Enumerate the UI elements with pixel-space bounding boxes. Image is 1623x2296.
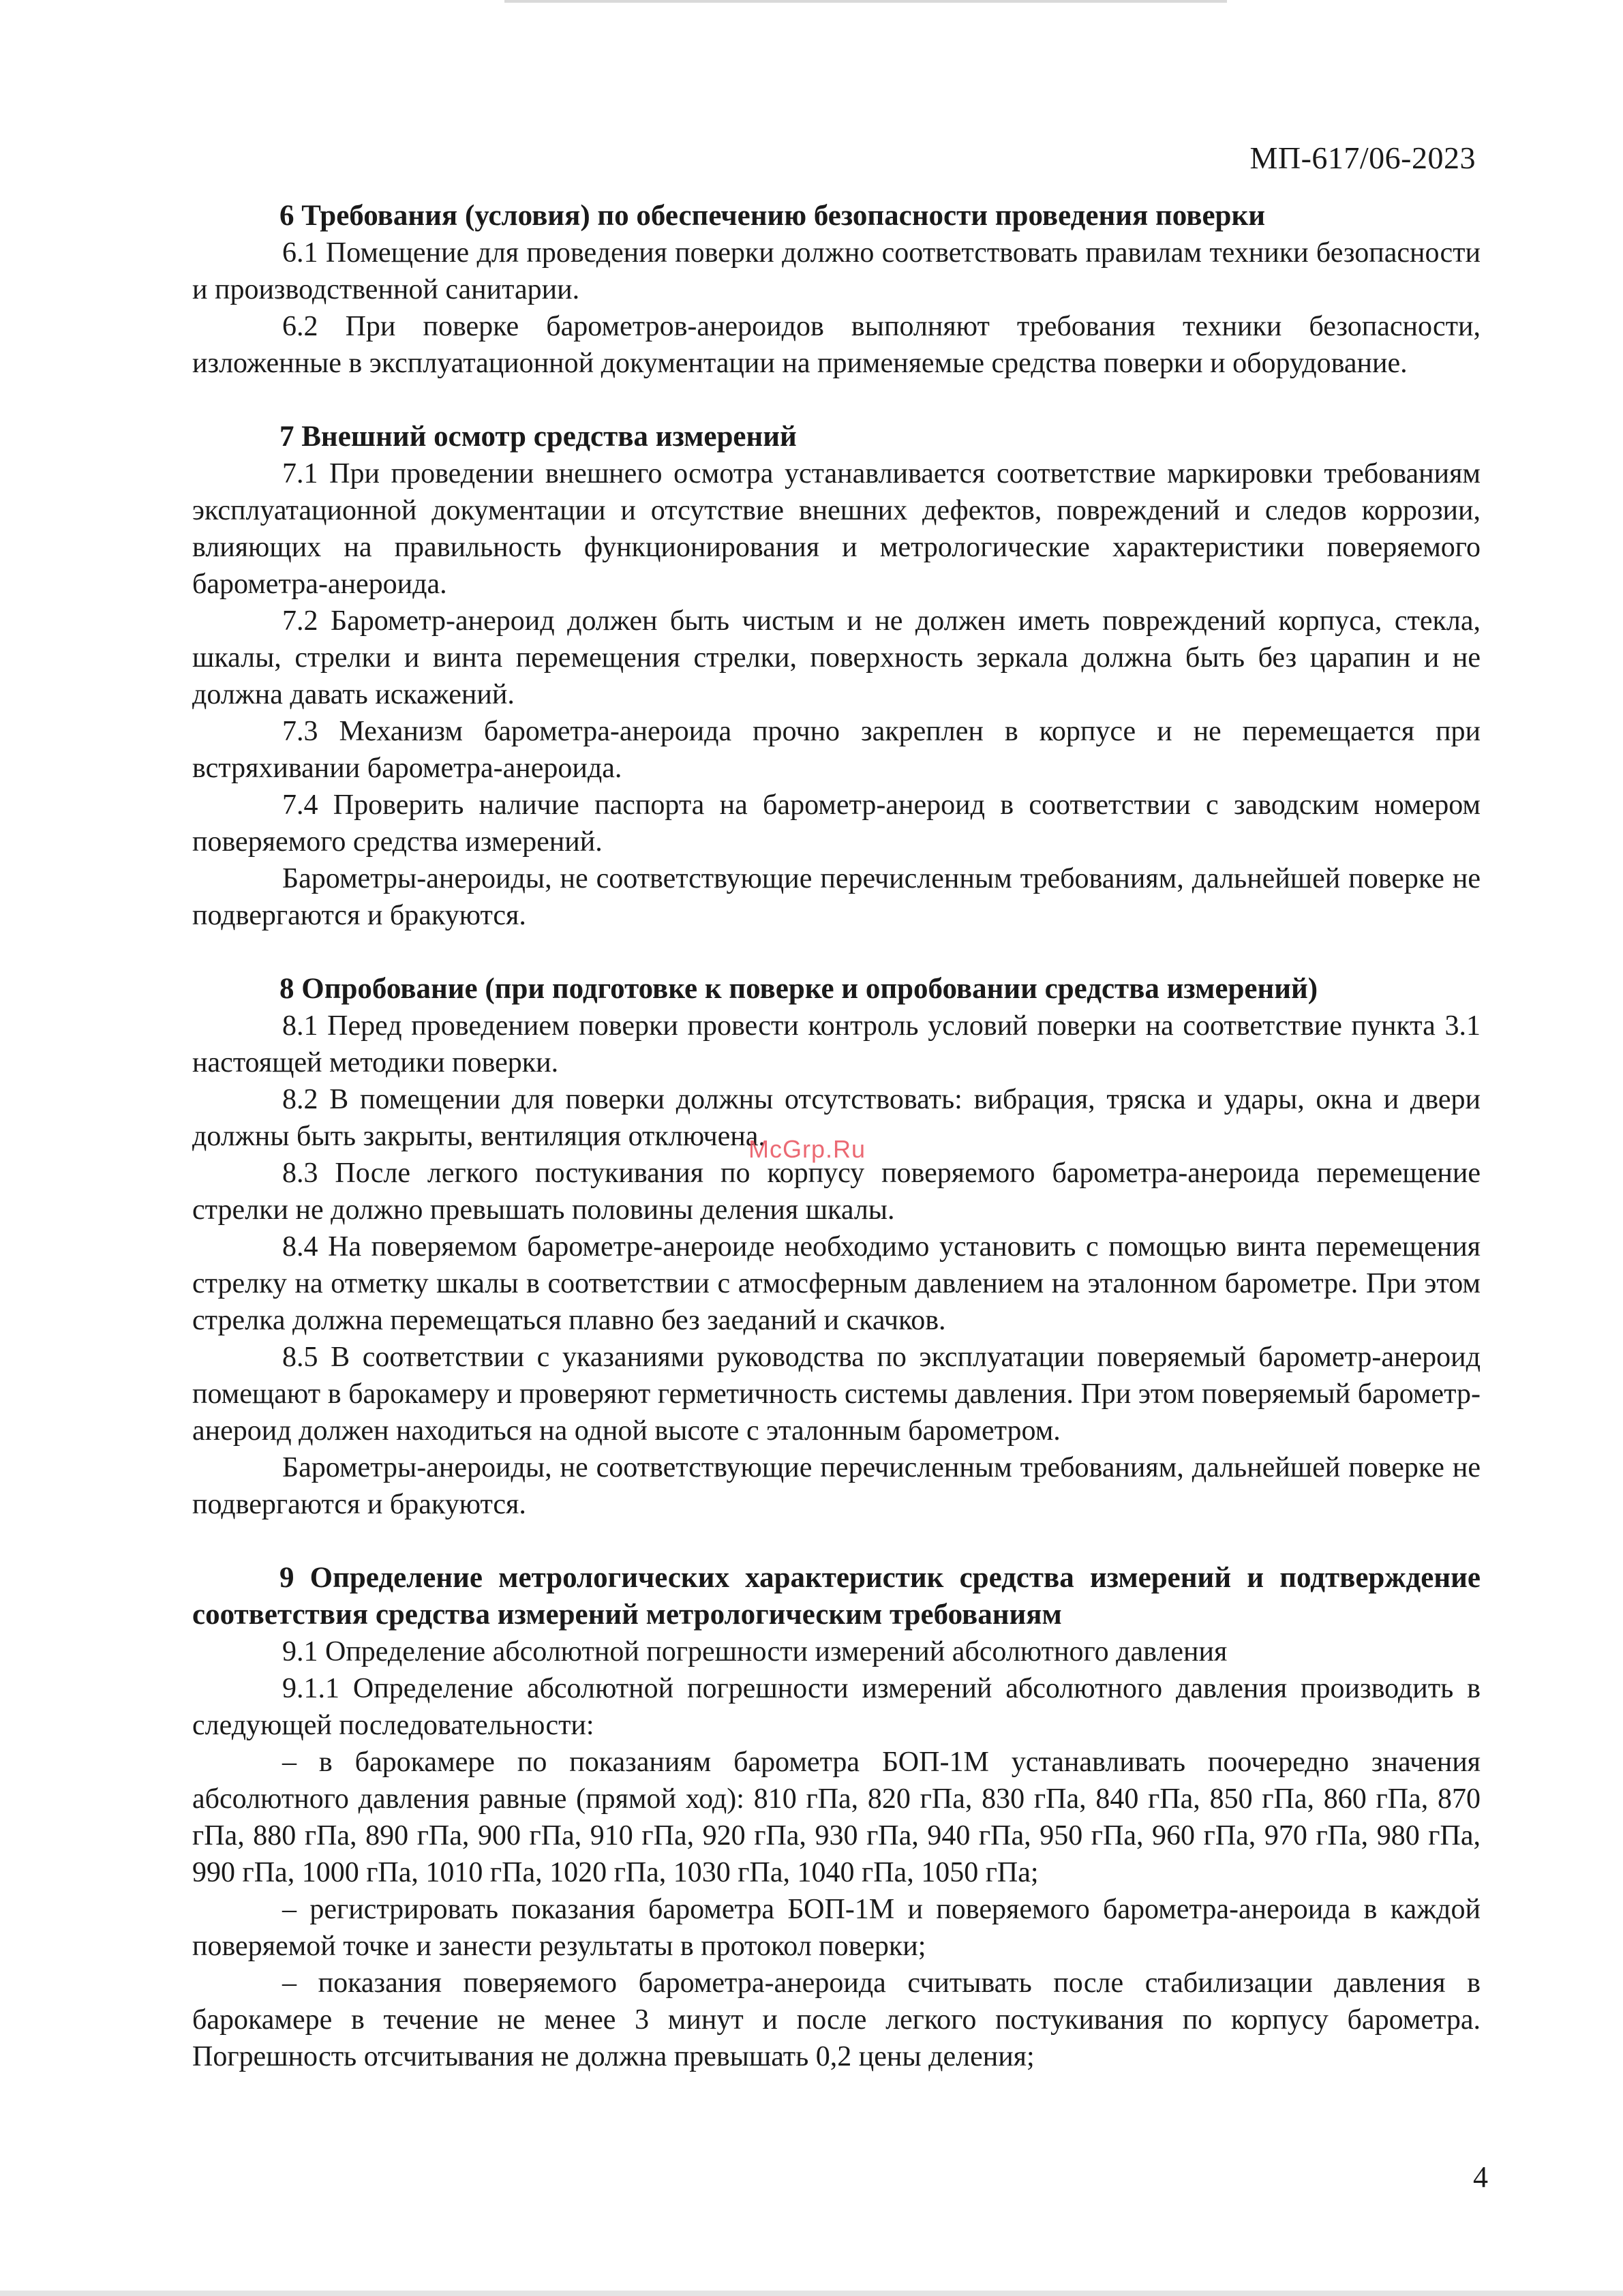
paragraph-7-note: Барометры-анероиды, не соответствующие перечисленным требованиям, дальнейшей поверке не подвергаются и бракуются. — [192, 863, 1481, 931]
section-spacer — [192, 1523, 1481, 1560]
paragraph-7-1: 7.1 При проведении внешнего осмотра устанавливается соответствие маркировки требованиям эксплуатационной документации и отсутствие внешних дефектов, повреждений и следов коррозии, влияющих на правильность функционирования и метрологические характеристики поверяемого барометра-анероида. — [192, 458, 1481, 600]
watermark-logo: McGrp.Ru — [748, 1135, 866, 1163]
paragraph-7-3: 7.3 Механизм барометра-анероида прочно закреплен в корпусе и не перемещается при встряхивании барометра-анероида. — [192, 716, 1481, 784]
section-8 — [192, 971, 1481, 1523]
section-8-title: 8 Опробование (при подготовке к поверке и опробовании средства измерений) — [279, 973, 1318, 1005]
scan-edge-bottom — [0, 2291, 1623, 2296]
paragraph-7-4: 7.4 Проверить наличие паспорта на барометр-анероид в соответствии с заводским номером поверяемого средства измерений. — [192, 789, 1481, 858]
scan-edge-top — [504, 0, 1227, 3]
paragraph-9-1: 9.1 Определение абсолютной погрешности измерений абсолютного давления — [282, 1636, 1228, 1667]
section-6 — [192, 198, 1481, 382]
section-spacer — [192, 382, 1481, 419]
list-item-pressure-points: – в барокамере по показаниям барометра БОП-1М устанавливать поочередно значения абсолютного давления равные (прямой ход): 810 гПа, 820 гПа, 830 гПа, 840 гПа, 850 гПа, 860 гПа, 870 гПа, 880 гПа, 890 гПа, 900 гПа, 910 гПа, 920 гПа, 930 гПа, 940 гПа, 950 гПа, 960 гПа, 970 гПа, 980 гПа, 990 гПа, 1000 гПа, 1010 гПа, 1020 гПа, 1030 гПа, 1040 гПа, 1050 гПа; — [192, 1747, 1481, 1888]
paragraph-8-4: 8.4 На поверяемом барометре-анероиде необходимо установить с помощью винта перемещения стрелку на отметку шкалы в соответствии с атмосферным давлением на эталонном барометре. При этом стрелка должна перемещаться плавно без заеданий и скачков. — [192, 1231, 1481, 1336]
list-item-read-after-stabilization: – показания поверяемого барометра-анероида считывать после стабилизации давления в барокамере в течение не менее 3 минут и после легкого постукивания по корпусу барометра. Погрешность отсчитывания не должна превышать 0,2 цены деления; — [192, 1967, 1481, 2072]
section-9 — [192, 1560, 1481, 2075]
document-code: МП-617/06-2023 — [1249, 140, 1476, 175]
paragraph-8-3: 8.3 После легкого постукивания по корпусу поверяемого барометра-анероида перемещение стрелки не должно превышать половины деления шкалы. — [192, 1158, 1481, 1226]
section-9-title: 9 Определение метрологических характеристик средства измерений и подтверждение соответствия средства измерений метрологическим требованиям — [192, 1562, 1481, 1631]
paragraph-6-2: 6.2 При поверке барометров-анероидов выполняют требования техники безопасности, изложенные в эксплуатационной документации на применяемые средства поверки и оборудование. — [192, 311, 1481, 379]
section-6-title: 6 Требования (условия) по обеспечению безопасности проведения поверки — [279, 200, 1266, 232]
page-number: 4 — [1473, 2160, 1488, 2194]
list-item-register-readings: – регистрировать показания барометра БОП-1М и поверяемого барометра-анероида в каждой поверяемой точке и занести результаты в протокол поверки; — [192, 1894, 1481, 1962]
paragraph-7-2: 7.2 Барометр-анероид должен быть чистым и не должен иметь повреждений корпуса, стекла, шкалы, стрелки и винта перемещения стрелки, поверхность зеркала должна быть без царапин и не должна давать искажений. — [192, 605, 1481, 710]
paragraph-8-5: 8.5 В соответствии с указаниями руководства по эксплуатации поверяемый барометр-анероид помещают в барокамеру и проверяют герметичность системы давления. При этом поверяемый барометр-анероид должен находиться на одной высоте с эталонным барометром. — [192, 1342, 1481, 1447]
paragraph-8-2: 8.2 В помещении для поверки должны отсутствовать: вибрация, тряска и удары, окна и двери должны быть закрыты, вентиляция отключена. — [192, 1084, 1481, 1152]
paragraph-9-1-1: 9.1.1 Определение абсолютной погрешности измерений абсолютного давления производить в следующей последовательности: — [192, 1673, 1481, 1741]
paragraph-6-1: 6.1 Помещение для проведения поверки должно соответствовать правилам техники безопасности и производственной санитарии. — [192, 237, 1481, 305]
section-spacer — [192, 934, 1481, 971]
paragraph-8-1: 8.1 Перед проведением поверки провести контроль условий поверки на соответствие пункта 3.1 настоящей методики поверки. — [192, 1010, 1481, 1078]
paragraph-8-note: Барометры-анероиды, не соответствующие перечисленным требованиям, дальнейшей поверке не подвергаются и бракуются. — [192, 1452, 1481, 1520]
section-7-title: 7 Внешний осмотр средства измерений — [279, 421, 797, 453]
section-7 — [192, 419, 1481, 934]
